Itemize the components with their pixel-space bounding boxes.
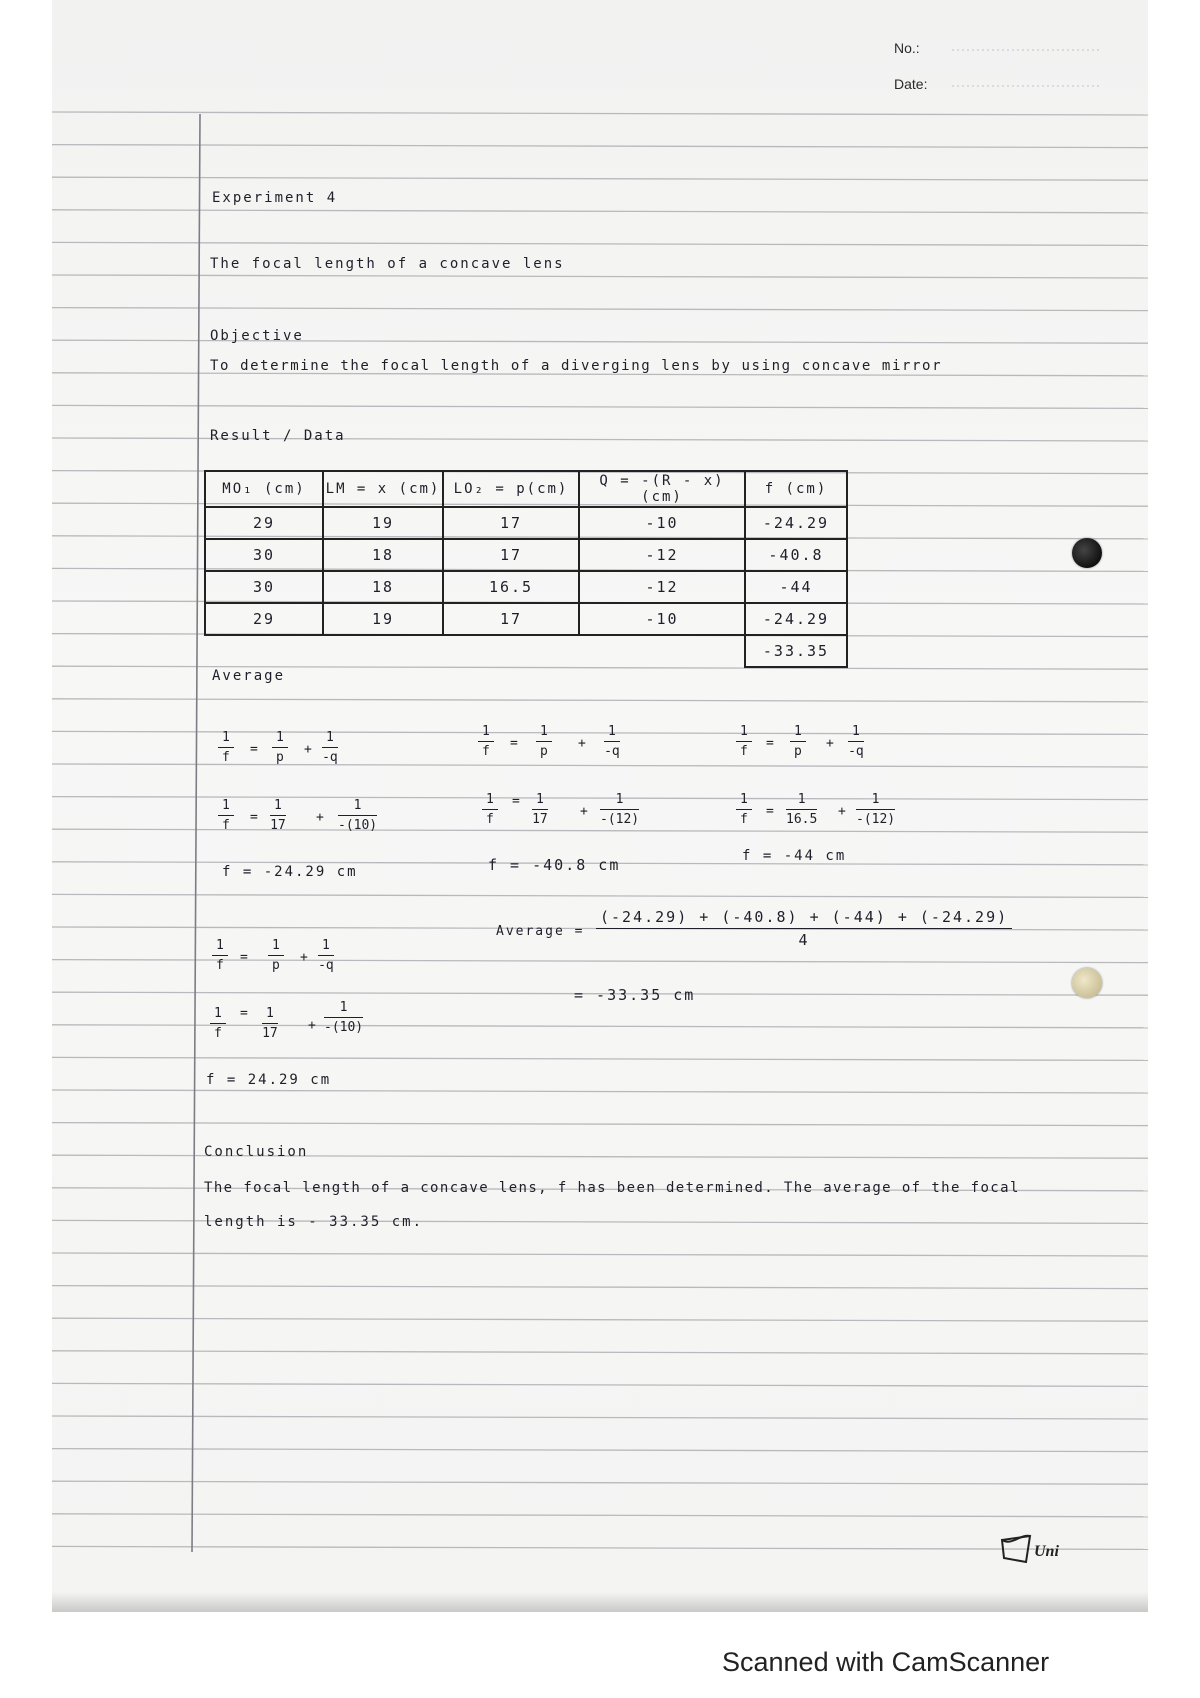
table-cell: 16.5 [443, 571, 579, 603]
average-label: Average [212, 668, 286, 684]
col-header: Q = -(R - x)(cm) [579, 471, 745, 507]
margin-line [192, 114, 200, 1552]
table-cell: 30 [205, 539, 323, 571]
table-cell: 18 [323, 571, 443, 603]
ruled-line [52, 699, 1148, 702]
conclusion-line-2: length is - 33.35 cm. [204, 1214, 424, 1230]
table-cell: -12 [579, 571, 745, 603]
table-row [205, 539, 847, 571]
fraction-1-qval: 1 -(10) [338, 798, 378, 833]
objective-heading: Objective [210, 328, 304, 344]
table-cell: 19 [323, 603, 443, 635]
fraction-2-f2: 1 f [482, 792, 498, 827]
ruled-line [52, 1416, 1148, 1419]
equals-sign: = [766, 736, 774, 751]
ruled-line [52, 1514, 1148, 1517]
table-cell: -10 [579, 507, 745, 539]
fraction-1-f2: 1 f [218, 798, 234, 833]
table-cell: 17 [443, 539, 579, 571]
ruled-line [52, 308, 1148, 311]
table-row [205, 603, 847, 635]
table-header-row [205, 471, 847, 507]
average-cell: -33.35 [745, 635, 847, 667]
average-calc-label: Average = [496, 924, 585, 939]
fraction-4-f2: 1 f [210, 1006, 226, 1041]
experiment-title: Experiment 4 [212, 190, 338, 206]
ruled-line [52, 1253, 1148, 1256]
plus-sign: + [308, 1018, 316, 1033]
conclusion-line-1: The focal length of a concave lens, f has been determined. The average of the focal [204, 1180, 1020, 1196]
no-label: No.: [894, 40, 920, 56]
fraction-3-f: 1 f [736, 724, 752, 759]
equals-sign: = [250, 742, 258, 757]
average-calc-result: = -33.35 cm [574, 986, 696, 1004]
table-cell: -24.29 [745, 507, 847, 539]
equals-sign: = [240, 1006, 248, 1021]
calc-4-result: f = 24.29 cm [206, 1072, 332, 1088]
plus-sign: + [578, 736, 586, 751]
logo-text: Uni [1034, 1543, 1059, 1560]
equals-sign: = [766, 804, 774, 819]
fraction-2-pval: 1 17 [532, 792, 548, 827]
plus-sign: + [304, 742, 312, 757]
table-cell: -24.29 [745, 603, 847, 635]
punch-hole-dark [1072, 538, 1102, 568]
fraction-2-f: 1 f [478, 724, 494, 759]
scanner-watermark: Scanned with CamScanner [722, 1647, 1050, 1677]
fraction-1-f: 1 f [218, 730, 234, 765]
ruled-line [52, 1123, 1148, 1126]
ruled-line [52, 894, 1148, 897]
col-header: MO₁ (cm) [205, 471, 323, 507]
col-header: f (cm) [745, 471, 847, 507]
table-cell: -12 [579, 539, 745, 571]
plus-sign: + [826, 736, 834, 751]
results-table [204, 470, 848, 668]
table-cell: 30 [205, 571, 323, 603]
ruled-line [52, 112, 1148, 115]
calc-1-result: f = -24.29 cm [222, 864, 358, 880]
fraction-4-p: 1 p [268, 938, 284, 973]
punch-hole-tan [1072, 968, 1102, 998]
calc-3-result: f = -44 cm [742, 848, 847, 864]
table-cell: 19 [323, 507, 443, 539]
fraction-4-pval: 1 17 [262, 1006, 278, 1041]
table-cell: 17 [443, 507, 579, 539]
equals-sign: = [510, 736, 518, 751]
ruled-line [52, 764, 1148, 767]
ruled-line [52, 1449, 1148, 1452]
equals-sign: = [512, 794, 520, 809]
fraction-3-pval: 1 16.5 [786, 792, 818, 827]
page-shadow [52, 1592, 1148, 1612]
objective-text: To determine the focal length of a diverging lens by using concave mirror [210, 358, 943, 374]
fraction-3-qval: 1 -(12) [856, 792, 896, 827]
ruled-line [52, 275, 1148, 278]
table-cell: -40.8 [745, 539, 847, 571]
brand-logo-icon [1000, 1532, 1080, 1572]
ruled-line [52, 1546, 1148, 1549]
fraction-1-p: 1 p [272, 730, 288, 765]
date-label: Date: [894, 76, 928, 92]
table-cell: 29 [205, 507, 323, 539]
table-cell: -44 [745, 571, 847, 603]
equals-sign: = [240, 950, 248, 965]
results-heading: Result / Data [210, 428, 346, 444]
plus-sign: + [580, 804, 588, 819]
fraction-3-p: 1 p [790, 724, 806, 759]
conclusion-heading: Conclusion [204, 1144, 309, 1160]
ruled-line [52, 731, 1148, 734]
fraction-2-qval: 1 -(12) [600, 792, 640, 827]
plus-sign: + [300, 950, 308, 965]
ruled-line [52, 242, 1148, 245]
table-cell: -10 [579, 603, 745, 635]
ruled-line [52, 1351, 1148, 1354]
ruled-line [52, 177, 1148, 180]
table-cell: 18 [323, 539, 443, 571]
fraction-3-q: 1 -q [848, 724, 864, 759]
ruled-line [52, 1286, 1148, 1289]
ruled-line [52, 1318, 1148, 1321]
fraction-1-q: 1 -q [322, 730, 338, 765]
table-average-row [205, 635, 847, 667]
ruled-line [52, 1090, 1148, 1093]
col-header: LM = x (cm) [323, 471, 443, 507]
fraction-4-q: 1 -q [318, 938, 334, 973]
col-header: LO₂ = p(cm) [443, 471, 579, 507]
fraction-2-p: 1 p [536, 724, 552, 759]
ruled-line [52, 1383, 1148, 1386]
ruled-line [52, 210, 1148, 213]
plus-sign: + [316, 810, 324, 825]
ruled-line [52, 1057, 1148, 1060]
equals-sign: = [250, 810, 258, 825]
table-cell: 29 [205, 603, 323, 635]
experiment-subtitle: The focal length of a concave lens [210, 256, 565, 272]
table-row [205, 571, 847, 603]
table-row [205, 507, 847, 539]
ruled-line [52, 1481, 1148, 1484]
fraction-1-pval: 1 17 [270, 798, 286, 833]
ruled-line [52, 145, 1148, 148]
ruled-line [52, 829, 1148, 832]
fraction-2-q: 1 -q [604, 724, 620, 759]
average-fraction: (-24.29) + (-40.8) + (-44) + (-24.29) 4 [596, 908, 1012, 949]
table-cell: 17 [443, 603, 579, 635]
fraction-4-qval: 1 -(10) [324, 1000, 364, 1035]
fraction-4-f: 1 f [212, 938, 228, 973]
ruled-line [52, 405, 1148, 408]
plus-sign: + [838, 804, 846, 819]
fraction-3-f2: 1 f [736, 792, 752, 827]
calc-2-result: f = -40.8 cm [488, 856, 621, 874]
